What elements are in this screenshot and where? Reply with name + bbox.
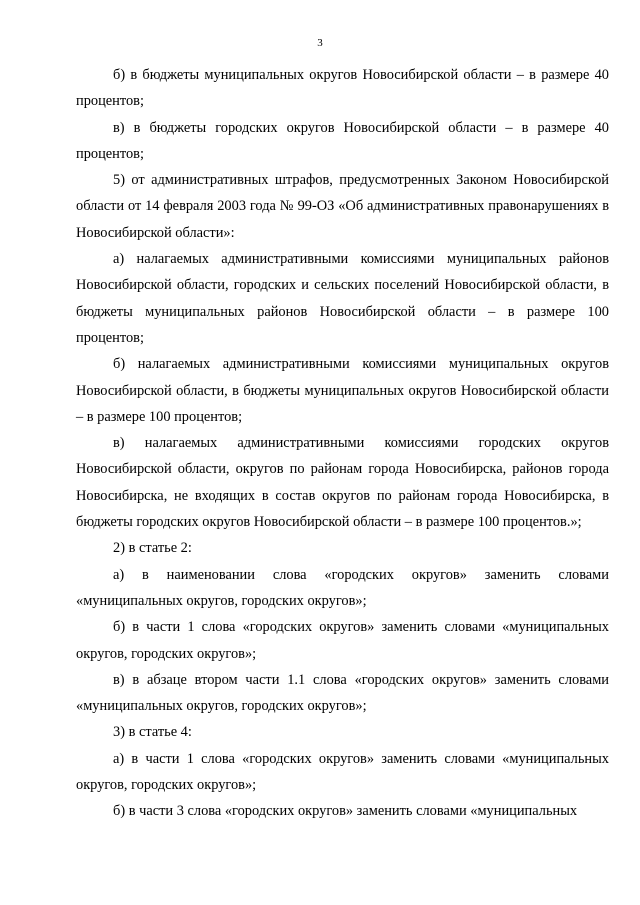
paragraph-article-2v: в) в абзаце втором части 1.1 слова «городских округов» заменить словами «муниципальных округов, городских округов»; — [76, 671, 609, 715]
paragraph-1b-municipal-okrug-budgets: б) в бюджеты муниципальных округов Новосибирской области – в размере 40 процентов; — [76, 67, 609, 110]
paragraph-article-4a: а) в части 1 слова «городских округов» заменить словами «муниципальных округов, городских округов»; — [76, 750, 609, 794]
paragraph-1v-city-okrug-budgets: в) в бюджеты городских округов Новосибирской области – в размере 40 процентов; — [76, 119, 609, 162]
document-body — [76, 62, 609, 825]
paragraph-article-4b: б) в части 3 слова «городских округов» заменить словами «муниципальных — [113, 803, 578, 820]
page-number: 3 — [317, 37, 323, 49]
paragraph-5-administrative-fines: 5) от административных штрафов, предусмотренных Законом Новосибирской области от 14 февраля 2003 года № 99-ОЗ «Об административных правонарушениях в Новосибирской области»: — [76, 172, 609, 241]
paragraph-article-4-heading: 3) в статье 4: — [113, 724, 192, 741]
paragraph-5b-municipal-okrug-commissions: б) налагаемых административными комиссиями муниципальных округов Новосибирской области, в бюджеты муниципальных округов Новосибирской области – в размере 100 процентов; — [76, 356, 609, 425]
paragraph-article-2b: б) в части 1 слова «городских округов» заменить словами «муниципальных округов, городских округов»; — [76, 619, 609, 662]
paragraph-5a-municipal-district-commissions: а) налагаемых административными комиссиями муниципальных районов Новосибирской области, городских и сельских поселений Новосибирской области, в бюджеты муниципальных районов Новосибирской области – в размере 100 процентов; — [76, 251, 609, 346]
paragraph-5v-city-okrug-commissions: в) налагаемых административными комиссиями городских округов Новосибирской области, округов по районам города Новосибирска, районов города Новосибирска, не входящих в состав округов по районам города Новосибирска, в бюджеты городских округов Новосибирской области – в размере 100 процентов.»; — [76, 435, 609, 531]
paragraph-article-2a: а) в наименовании слова «городских округов» заменить словами «муниципальных округов, городских округов»; — [76, 566, 609, 609]
paragraph-article-2-heading: 2) в статье 2: — [113, 540, 192, 557]
